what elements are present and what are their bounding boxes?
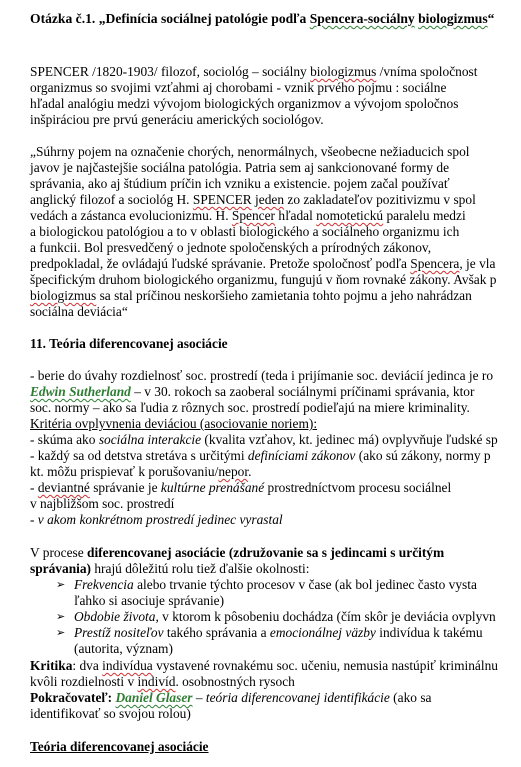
text-run: SPENCER bbox=[192, 192, 252, 207]
text-run: Obdobie života bbox=[74, 609, 156, 624]
text-run: - bbox=[30, 480, 38, 495]
text-run: sa stal príčinou neskoršieho zamietania tohto pojmu a jeho nahrádzan bbox=[96, 288, 472, 303]
text-run: , v ktorom k pôsobeniu dochádza (čím skôr je deviácia ovplyvn bbox=[155, 609, 496, 624]
text-run: . osobnostných rysoch bbox=[175, 674, 295, 689]
s11-line6 bbox=[30, 448, 491, 464]
text-run: (kvalita vzťahov, kt. jedinec má) ovplyvňuje ľudské sp bbox=[201, 432, 498, 447]
title-spencera: Spencera-sociálny bbox=[309, 11, 415, 26]
kritika-line1 bbox=[30, 658, 498, 674]
text-run: predpokladal, že ovládajú ľudské správanie. Pretože spoločnosť podľa bbox=[30, 256, 411, 271]
kritika-line2 bbox=[30, 674, 295, 690]
text-run: sociálna interakcie bbox=[98, 432, 202, 447]
process-line2 bbox=[30, 561, 309, 577]
text-run: - skúma ako bbox=[30, 432, 99, 447]
title-text: Otázka č.1. „Definícia sociálnej patológie podľa bbox=[30, 11, 310, 26]
text-run: hľadal bbox=[275, 208, 317, 223]
para1-line3: hľadal analógiu medzi vývojom biologických organizmov a vývojom spoločnos bbox=[30, 96, 459, 111]
person-name: Edwin Sutherland bbox=[30, 384, 131, 399]
text-run: kt. môžu prispievať k porušovaniu/ bbox=[30, 464, 219, 479]
s11-line9: v najbližšom soc. prostredí bbox=[30, 496, 175, 511]
text-run: emocionálnej väzby bbox=[269, 625, 376, 640]
text-run: (ako sa bbox=[389, 690, 432, 705]
text-run: definíciami zákonov bbox=[247, 448, 356, 463]
text-run: Frekvencia bbox=[74, 577, 134, 592]
pokracovatel-line2: identifikovať so svojou rolou) bbox=[30, 706, 191, 721]
text-run: indivíd bbox=[137, 674, 176, 689]
bullet-item-3 bbox=[74, 625, 483, 641]
text-run: kvôli rozdielnosti v bbox=[30, 674, 138, 689]
text-run: takého správania a bbox=[163, 625, 270, 640]
text-run: vedách a zástanca evolucionizmu. H. bbox=[30, 208, 232, 223]
text-run: – bbox=[192, 690, 206, 705]
quote-line1: „Súhrny pojem na označenie chorých, nenormálnych, všeobecne nežiaducich spol bbox=[30, 144, 470, 159]
text-run: Spencera bbox=[410, 256, 460, 271]
text-run: Pokračovateľ: bbox=[30, 690, 113, 705]
quote-line6: a biologickou patológiou a to v oblasti biologického a sociálneho organizmu ich bbox=[30, 224, 460, 239]
bullet-item-1-cont: ľahko si asociuje správanie) bbox=[74, 593, 225, 608]
bullet-arrow-icon: ➢ bbox=[56, 610, 66, 623]
text-run: prostredníctvom procesu sociálnel bbox=[264, 480, 452, 495]
pokracovatel-line1 bbox=[30, 690, 431, 706]
text-run: Prestíž nositeľov bbox=[74, 625, 164, 640]
s11-line8 bbox=[30, 480, 451, 496]
text-run: biologizmus bbox=[310, 64, 377, 79]
quote-line4 bbox=[30, 192, 476, 208]
text-run: jeden bbox=[255, 192, 285, 207]
text-run: - každý sa od detstva stretáva s určitými bbox=[30, 448, 248, 463]
text-run: kultúrne prenášané bbox=[160, 480, 265, 495]
text-run: . bbox=[248, 464, 252, 479]
bullet-arrow-icon: ➢ bbox=[56, 578, 66, 591]
quote-line11: sociálna deviácia“ bbox=[30, 304, 128, 319]
text-run: : dva bbox=[72, 658, 103, 673]
quote-line9: špecifickým druhom biologického organizmu, fungujú v ňom rovnaké zákony. Avšak p bbox=[30, 272, 497, 287]
para1-line4: inšpiráciou pre prvú generáciu amerických sociológov. bbox=[30, 112, 324, 127]
text-run: V procese bbox=[30, 545, 88, 560]
text-run: diferencovanej asociácie (združovanie sa s jedincami s určitým bbox=[87, 545, 445, 560]
text-run: nomotetickú bbox=[316, 208, 384, 223]
title-suffix: “ bbox=[487, 11, 495, 26]
text-run: , je vla bbox=[459, 256, 496, 271]
text-run: – v 30. rokoch sa zaoberal sociálnymi príčinami správania, ktor bbox=[130, 384, 475, 399]
s11-line1: - berie do úvahy rozdielnosť soc. prostredí (teda i prijímanie soc. deviácií jedinca je ro bbox=[30, 368, 494, 383]
text-run: SPENCER /1820-1903/ filozof, sociológ – sociálny bbox=[30, 64, 311, 79]
text-run: teória diferencovanej identifikácie bbox=[205, 690, 390, 705]
s11-line7 bbox=[30, 464, 251, 480]
s11-line5 bbox=[30, 432, 498, 448]
text-run: paralelu medzi bbox=[383, 208, 466, 223]
document-title bbox=[30, 11, 494, 27]
bullet-item-3-cont: (autorita, význam) bbox=[74, 641, 173, 656]
quote-line8 bbox=[30, 256, 495, 272]
s11-line2 bbox=[30, 384, 474, 400]
quote-line10 bbox=[30, 288, 472, 304]
process-line1 bbox=[30, 545, 444, 561]
footer-heading: Teória diferencovanej asociácie bbox=[30, 739, 209, 754]
quote-line3: správania, ako aj štúdium príčin ich vzniku a existencie. pojem začal používať bbox=[30, 176, 450, 191]
person-name: Daniel Glaser bbox=[115, 690, 193, 705]
quote-line7: a funkcii. Bol presvedčený o jednote spoločenských a prírodných zákonov, bbox=[30, 240, 432, 255]
text-run: biologizmus bbox=[30, 288, 97, 303]
text-run: správania) bbox=[30, 561, 92, 576]
text-run: deviantné bbox=[37, 480, 90, 495]
quote-line5 bbox=[30, 208, 466, 224]
text-run: alebo trvanie týchto procesov v čase (ak bol jedinec často vysta bbox=[133, 577, 477, 592]
s11-line10: - v akom konkrétnom prostredí jedinec vyrastal bbox=[30, 512, 283, 527]
para1-line1 bbox=[30, 64, 477, 80]
text-run: Spencer bbox=[231, 208, 276, 223]
text-run: (ako sú zákony, normy p bbox=[355, 448, 491, 463]
para1-line2: organizmus so svojimi vzťahmi aj chorobami - vznik prvého pojmu : sociálne bbox=[30, 80, 447, 95]
s11-criteria-heading: Kritéria ovplyvnenia deviáciou (asociovanie noriem): bbox=[30, 416, 318, 431]
bullet-item-1 bbox=[74, 577, 477, 593]
text-run: indivídua k takému bbox=[375, 625, 483, 640]
title-biologizmus: biologizmus bbox=[418, 11, 488, 26]
text-run: nepor bbox=[218, 464, 249, 479]
bullet-arrow-icon: ➢ bbox=[56, 626, 66, 639]
text-run: hrajú dôležitú rolu tiež ďalšie okolnosti: bbox=[91, 561, 310, 576]
text-run: vystavené rovnakému soc. učeniu, nemusia nastúpiť kriminálnu bbox=[152, 658, 498, 673]
text-run: správanie je bbox=[89, 480, 161, 495]
quote-line2: javov je najčastejšie sociálna patológia. Patria sem aj sankcionované formy de bbox=[30, 160, 450, 175]
section-heading: 11. Teória diferencovanej asociácie bbox=[30, 336, 228, 351]
bullet-item-2 bbox=[74, 609, 496, 625]
text-run: zo zakladateľov pozitivizmu v spol bbox=[284, 192, 476, 207]
text-run: Kritika bbox=[30, 658, 73, 673]
text-run: anglický filozof a sociológ H. bbox=[30, 192, 193, 207]
text-run: /vníma spoločnost bbox=[376, 64, 478, 79]
text-run: indivídua bbox=[102, 658, 153, 673]
s11-line3: soc. normy – ako sa ľudia z rôznych soc. prostredí podieľajú na miere kriminality. bbox=[30, 400, 470, 415]
